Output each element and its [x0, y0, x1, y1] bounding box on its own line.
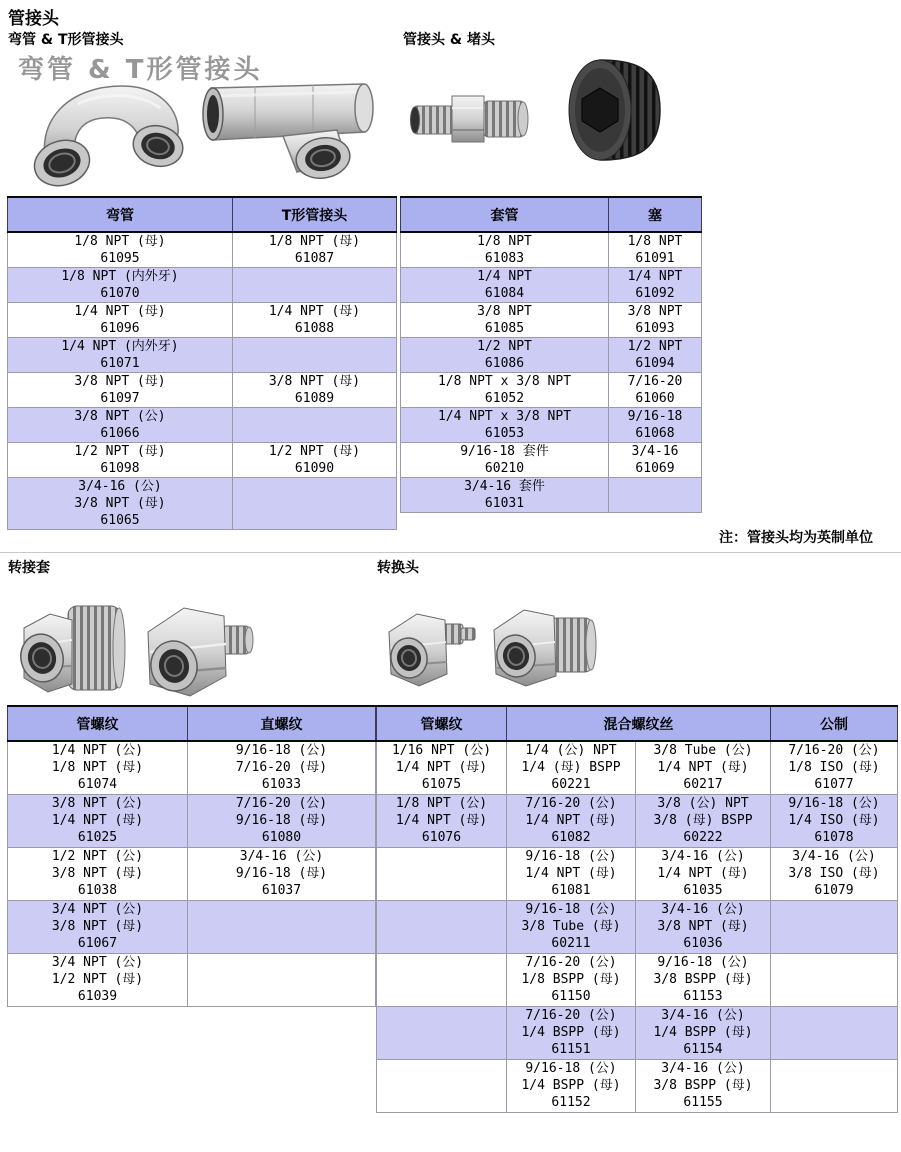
adapter-sleeve-photo-1 — [10, 590, 130, 702]
table-cell — [609, 408, 702, 443]
table-cell — [401, 232, 609, 268]
part-number: 61085 — [484, 321, 525, 336]
table-cell — [8, 443, 233, 478]
part-number: 61090 — [294, 461, 335, 476]
part-number: 61031 — [484, 496, 525, 511]
tee-fitting-photo — [195, 56, 380, 188]
thread-spec: 9/16-18 (公) — [525, 1061, 617, 1076]
table-cell — [507, 741, 636, 794]
table-cell — [609, 268, 702, 303]
elbow-tee-table — [7, 196, 397, 530]
part-number: 61052 — [484, 391, 525, 406]
part-number: 61038 — [77, 883, 118, 898]
part-number: 61155 — [683, 1095, 723, 1110]
table-row — [8, 741, 376, 794]
table-cell — [771, 900, 898, 953]
table-row — [377, 741, 898, 794]
part-number: 61080 — [261, 830, 302, 845]
table-cell — [233, 443, 397, 478]
thread-spec: 1/4 NPT (母) — [51, 813, 144, 828]
thread-spec: 1/2 NPT (母) — [268, 444, 361, 459]
thread-spec: 9/16-18 (公) — [525, 902, 617, 917]
adapter-table — [7, 705, 376, 1007]
table-row — [8, 900, 376, 953]
nipple-fitting-photo — [408, 82, 533, 154]
table-cell — [771, 794, 898, 847]
table-cell — [609, 338, 702, 373]
table-row — [8, 953, 376, 1006]
table-cell — [233, 408, 397, 443]
part-number: 61086 — [484, 356, 525, 371]
table-cell — [188, 741, 376, 794]
part-number: 61033 — [261, 777, 302, 793]
converter-photo-1 — [381, 600, 483, 690]
table-cell — [233, 478, 397, 530]
thread-spec: 3/8 NPT — [477, 304, 532, 319]
column-header: 管螺纹 — [8, 706, 188, 741]
table-cell — [636, 900, 771, 953]
thread-spec: 1/4 NPT (母) — [268, 304, 361, 319]
part-number: 61077 — [814, 777, 854, 793]
thread-spec: 1/2 NPT — [477, 339, 532, 354]
table-cell — [377, 900, 507, 953]
column-header: 直螺纹 — [188, 706, 376, 741]
part-number: 60217 — [683, 777, 723, 793]
thread-spec: 3/8 (公) NPT — [657, 796, 749, 811]
thread-spec: 3/8 NPT (母) — [51, 919, 144, 934]
table-row — [401, 338, 702, 373]
table-row — [8, 268, 397, 303]
elbow-fitting-photo — [8, 70, 208, 188]
thread-spec: 1/8 NPT (公) — [395, 796, 488, 811]
thread-spec: 3/8 NPT (母) — [74, 374, 166, 389]
elbow-tee-table-grid — [7, 196, 397, 530]
table-cell — [636, 847, 771, 900]
thread-spec: 7/16-20 (公) — [525, 955, 617, 970]
part-number: 61089 — [294, 391, 335, 406]
table-row — [401, 373, 702, 408]
table-cell — [636, 1006, 771, 1059]
adapter-sleeve-photo-2 — [138, 590, 256, 702]
table-row — [401, 268, 702, 303]
table-cell — [8, 338, 233, 373]
thread-spec: 3/8 BSPP (母) — [653, 972, 753, 987]
table-row — [377, 900, 898, 953]
thread-spec: 1/8 NPT (内外牙) — [61, 269, 179, 284]
table-cell — [507, 1059, 636, 1112]
table-row — [8, 232, 397, 268]
part-number: 60211 — [551, 936, 591, 951]
table-cell — [8, 847, 188, 900]
table-row — [377, 1059, 898, 1112]
table-cell — [507, 794, 636, 847]
section-divider — [0, 552, 901, 553]
thread-spec: 9/16-18 — [627, 409, 683, 424]
thread-spec: 9/16-18 套件 — [460, 444, 549, 459]
thread-spec: 3/4-16 套件 — [464, 479, 545, 494]
thread-spec: 1/4 (公) NPT — [525, 743, 617, 759]
table-cell — [377, 953, 507, 1006]
part-number: 61091 — [635, 251, 675, 266]
table-cell — [233, 303, 397, 338]
table-cell — [609, 443, 702, 478]
table-row — [377, 953, 898, 1006]
table-row — [8, 408, 397, 443]
part-number: 61088 — [294, 321, 335, 336]
table-row — [401, 232, 702, 268]
part-number: 61095 — [100, 251, 140, 266]
thread-spec: 1/8 NPT — [477, 234, 532, 249]
part-number: 61065 — [100, 513, 140, 528]
part-number: 61035 — [683, 883, 723, 898]
table-cell — [771, 1006, 898, 1059]
thread-spec: 7/16-20 (公) — [235, 796, 328, 811]
part-number: 61036 — [683, 936, 723, 951]
adapter-table-grid — [7, 705, 376, 1007]
table-row — [8, 443, 397, 478]
table-cell — [377, 847, 507, 900]
thread-spec: 3/8 (母) BSPP — [653, 813, 753, 828]
thread-spec: 3/8 ISO (母) — [788, 866, 880, 881]
part-number: 61078 — [814, 830, 854, 845]
part-number: 60222 — [683, 830, 723, 845]
thread-spec: 3/4-16 (公) — [661, 849, 745, 864]
part-number: 61037 — [261, 883, 302, 898]
table-cell — [233, 338, 397, 373]
part-number: 61025 — [77, 830, 118, 845]
table-cell — [636, 953, 771, 1006]
thread-spec: 1/2 NPT (母) — [74, 444, 166, 459]
part-number: 61082 — [551, 830, 591, 845]
table-cell — [609, 232, 702, 268]
converter-table — [376, 705, 898, 1113]
thread-spec: 3/4-16 (公) — [792, 849, 876, 864]
part-number: 61096 — [100, 321, 140, 336]
table-cell — [8, 373, 233, 408]
table-cell — [507, 847, 636, 900]
table-row — [8, 373, 397, 408]
table-cell — [233, 232, 397, 268]
table-row — [8, 303, 397, 338]
table-cell — [8, 268, 233, 303]
thread-spec: 7/16-20 (母) — [235, 760, 328, 776]
thread-spec: 1/16 NPT (公) — [391, 743, 492, 759]
table-cell — [401, 303, 609, 338]
thread-spec: 3/4 NPT (公) — [51, 955, 144, 970]
thread-spec: 3/8 NPT (母) — [51, 866, 144, 881]
table-row — [8, 847, 376, 900]
converter-photo-2 — [486, 596, 598, 690]
part-number: 61039 — [77, 989, 118, 1004]
part-number: 61070 — [100, 286, 140, 301]
thread-spec: 1/4 ISO (母) — [788, 813, 880, 828]
table-cell — [401, 478, 609, 513]
section-adapters-left-heading: 转接套 — [8, 560, 50, 576]
column-header: 公制 — [771, 706, 898, 741]
thread-spec: 3/4-16 (公) — [78, 479, 162, 494]
thread-spec: 1/4 NPT — [477, 269, 532, 284]
part-number: 61098 — [100, 461, 140, 476]
thread-spec: 7/16-20 (公) — [525, 796, 617, 811]
thread-spec: 3/8 NPT (公) — [74, 409, 166, 424]
part-number: 61079 — [814, 883, 854, 898]
converter-table-grid — [376, 705, 898, 1113]
table-cell — [8, 303, 233, 338]
table-row — [401, 408, 702, 443]
table-row — [8, 478, 397, 530]
thread-spec: 9/16-18 (公) — [657, 955, 749, 970]
part-number: 61093 — [635, 321, 675, 336]
thread-spec: 7/16-20 (公) — [525, 1008, 617, 1023]
thread-spec: 3/8 Tube (公) — [653, 743, 753, 759]
table-cell — [8, 232, 233, 268]
thread-spec: 1/2 NPT — [627, 339, 683, 354]
part-number: 61081 — [551, 883, 591, 898]
thread-spec: 1/4 NPT (母) — [395, 760, 488, 776]
section-adapters-right-heading: 转换头 — [377, 560, 419, 576]
table-row — [401, 478, 702, 513]
thread-spec: 9/16-18 (公) — [235, 743, 328, 759]
thread-spec: 1/4 BSPP (母) — [521, 1078, 621, 1093]
thread-spec: 3/8 NPT — [627, 304, 683, 319]
table-cell — [377, 1059, 507, 1112]
thread-spec: 1/4 NPT (母) — [395, 813, 488, 828]
table-cell — [8, 794, 188, 847]
part-number: 61153 — [683, 989, 723, 1004]
column-header: 管螺纹 — [377, 706, 507, 741]
section-fittings-left-heading: 弯管 & T形管接头 — [8, 32, 124, 48]
table-cell — [771, 847, 898, 900]
part-number: 61083 — [484, 251, 525, 266]
table-cell — [636, 1059, 771, 1112]
part-number: 61084 — [484, 286, 525, 301]
thread-spec: 3/8 BSPP (母) — [653, 1078, 753, 1093]
thread-spec: 1/2 NPT (公) — [51, 849, 144, 864]
thread-spec: 1/4 NPT (母) — [525, 866, 617, 881]
thread-spec: 1/4 NPT (母) — [657, 866, 749, 881]
thread-spec: 1/2 NPT (母) — [51, 972, 144, 987]
part-number: 61068 — [635, 426, 675, 441]
thread-spec: 7/16-20 — [627, 374, 683, 389]
thread-spec: 1/4 NPT (母) — [74, 304, 166, 319]
thread-spec: 9/16-18 (公) — [525, 849, 617, 864]
sleeve-plug-table — [400, 196, 702, 513]
table-cell — [188, 794, 376, 847]
table-cell — [401, 373, 609, 408]
part-number: 61067 — [77, 936, 118, 951]
page-title: 管接头 — [8, 9, 59, 29]
thread-spec: 1/8 NPT (母) — [51, 760, 144, 776]
table-cell — [188, 953, 376, 1006]
table-cell — [8, 953, 188, 1006]
table-cell — [636, 794, 771, 847]
table-cell — [377, 794, 507, 847]
part-number: 61053 — [484, 426, 525, 441]
thread-spec: 1/4 NPT x 3/8 NPT — [437, 409, 572, 424]
table-cell — [507, 900, 636, 953]
column-header: 弯管 — [8, 197, 233, 232]
table-cell — [8, 900, 188, 953]
thread-spec: 3/4-16 (公) — [239, 849, 324, 864]
table-cell — [507, 1006, 636, 1059]
table-row — [8, 794, 376, 847]
thread-spec: 3/4-16 (公) — [661, 902, 745, 917]
thread-spec: 9/16-18 (母) — [235, 866, 328, 881]
table-cell — [507, 953, 636, 1006]
photo-watermark: 弯管 & T形管接头 — [18, 55, 263, 85]
table-cell — [636, 741, 771, 794]
table-row — [377, 1006, 898, 1059]
section-fittings-right-heading: 管接头 & 堵头 — [403, 32, 495, 48]
thread-spec: 1/4 BSPP (母) — [653, 1025, 753, 1040]
table-cell — [401, 338, 609, 373]
thread-spec: 1/8 BSPP (母) — [521, 972, 621, 987]
column-header: 塞 — [609, 197, 702, 232]
part-number: 61150 — [551, 989, 591, 1004]
table-row — [401, 303, 702, 338]
thread-spec: 3/4-16 — [631, 444, 679, 459]
table-cell — [377, 741, 507, 794]
thread-spec: 1/4 NPT (公) — [51, 743, 144, 759]
column-header: T形管接头 — [233, 197, 397, 232]
table-cell — [377, 1006, 507, 1059]
thread-spec: 1/4 NPT (母) — [525, 813, 617, 828]
table-cell — [233, 373, 397, 408]
part-number: 61151 — [551, 1042, 591, 1057]
part-number: 61071 — [100, 356, 140, 371]
thread-spec: 3/4-16 (公) — [661, 1061, 745, 1076]
part-number: 61066 — [100, 426, 140, 441]
thread-spec: 3/8 NPT (母) — [268, 374, 361, 389]
table-cell — [401, 268, 609, 303]
part-number: 61154 — [683, 1042, 723, 1057]
table-cell — [771, 953, 898, 1006]
part-number: 61152 — [551, 1095, 591, 1110]
part-number: 61087 — [294, 251, 335, 266]
table-cell — [609, 373, 702, 408]
part-number: 61092 — [635, 286, 675, 301]
column-header: 套管 — [401, 197, 609, 232]
part-number: 61060 — [635, 391, 675, 406]
part-number: 61076 — [421, 830, 462, 845]
table-cell — [8, 741, 188, 794]
column-header: 混合螺纹丝 — [507, 706, 771, 741]
part-number: 61075 — [421, 777, 462, 793]
table-cell — [188, 847, 376, 900]
part-number: 61097 — [100, 391, 140, 406]
table-row — [8, 338, 397, 373]
part-number: 60221 — [551, 777, 591, 793]
table-cell — [8, 478, 233, 530]
table-cell — [8, 408, 233, 443]
thread-spec: 3/4-16 (公) — [661, 1008, 745, 1023]
table-cell — [233, 268, 397, 303]
thread-spec: 1/4 NPT (母) — [657, 760, 749, 776]
part-number: 61074 — [77, 777, 118, 793]
table-cell — [609, 303, 702, 338]
thread-spec: 3/8 Tube (母) — [521, 919, 621, 934]
table-cell — [401, 408, 609, 443]
table-cell — [401, 443, 609, 478]
thread-spec: 1/8 ISO (母) — [788, 760, 880, 776]
thread-spec: 7/16-20 (公) — [788, 743, 880, 759]
thread-spec: 1/8 NPT x 3/8 NPT — [437, 374, 572, 389]
table-cell — [771, 741, 898, 794]
part-number: 60210 — [484, 461, 525, 476]
thread-spec: 1/4 NPT (内外牙) — [61, 339, 179, 354]
thread-spec: 3/4 NPT (公) — [51, 902, 144, 917]
imperial-units-note: 注：管接头均为英制单位 — [719, 530, 873, 546]
thread-spec: 1/4 BSPP (母) — [521, 1025, 621, 1040]
thread-spec: 3/8 NPT (公) — [51, 796, 144, 811]
table-cell — [188, 900, 376, 953]
table-row — [377, 794, 898, 847]
table-row — [377, 847, 898, 900]
thread-spec: 1/8 NPT (母) — [268, 234, 361, 249]
part-number: 61069 — [635, 461, 675, 476]
table-row — [401, 443, 702, 478]
thread-spec: 3/8 NPT (母) — [657, 919, 749, 934]
sleeve-plug-table-grid — [400, 196, 702, 513]
table-cell — [609, 478, 702, 513]
thread-spec: 1/8 NPT — [627, 234, 683, 249]
table-cell — [771, 1059, 898, 1112]
plug-fitting-photo — [556, 56, 668, 164]
thread-spec: 9/16-18 (母) — [235, 813, 328, 828]
thread-spec: 9/16-18 (公) — [788, 796, 880, 811]
part-number: 61094 — [635, 356, 675, 371]
thread-spec: 1/4 NPT — [627, 269, 683, 284]
thread-spec: 3/8 NPT (母) — [74, 496, 166, 511]
thread-spec: 1/4 (母) BSPP — [521, 760, 621, 776]
thread-spec: 1/8 NPT (母) — [74, 234, 166, 249]
